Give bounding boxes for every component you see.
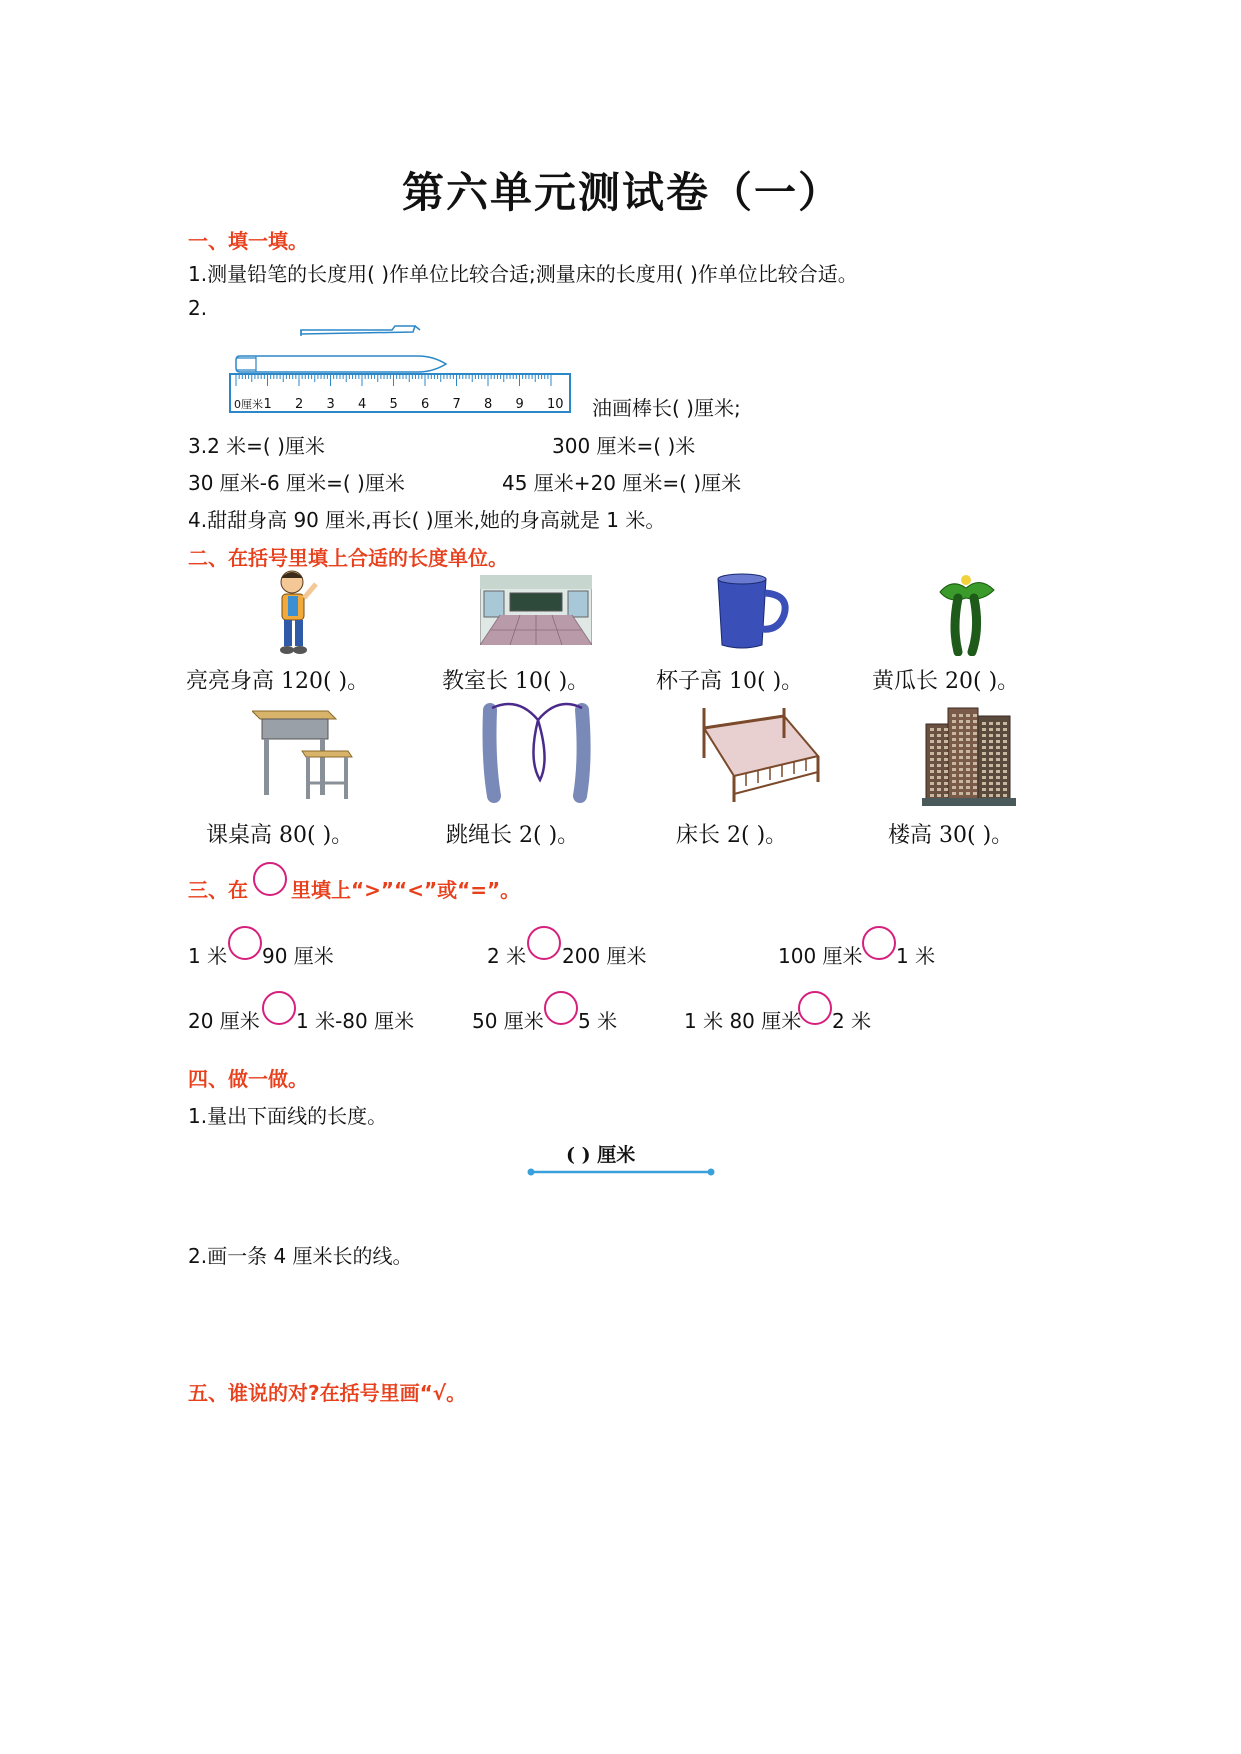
ruler-tick-label: 10 [547,397,564,412]
compare-5-circle[interactable] [544,991,578,1025]
question-1-3c: 30 厘米-6 厘米=( )厘米 [188,471,405,495]
section-2-heading: 二、在括号里填上合适的长度单位。 [188,546,508,570]
section-3-heading-prefix: 三、在 [188,878,248,902]
compare-3-right: 1 米 [896,944,936,968]
compare-2-right: 200 厘米 [562,944,647,968]
question-1-2-text: 油画棒长( )厘米; [592,396,741,420]
item-bed-length: 床长 2( )。 [676,823,788,848]
compare-5-left: 50 厘米 [472,1009,544,1033]
question-4-2: 2.画一条 4 厘米长的线。 [188,1244,413,1268]
ruler-tick-label: 8 [484,397,493,412]
answer-circle-icon [253,862,287,896]
compare-1-right: 90 厘米 [262,944,334,968]
item-cup-height: 杯子高 10( )。 [656,669,804,694]
ruler-tick-label: 6 [421,397,430,412]
jump-rope-picture [478,700,598,808]
measure-line [526,1166,716,1178]
item-jump-rope-length: 跳绳长 2( )。 [446,823,580,848]
compare-5-right: 5 米 [578,1009,618,1033]
section-3-heading-suffix: 里填上“>”“<”或“=”。 [291,878,521,902]
compare-4-left: 20 厘米 [188,1009,260,1033]
section-5-heading: 五、谁说的对?在括号里画“√。 [188,1381,467,1405]
boy-picture [268,568,324,656]
compare-1-left: 1 米 [188,944,228,968]
compare-4-right: 1 米-80 厘米 [296,1009,415,1033]
classroom-picture [480,575,592,645]
desk-picture [252,703,356,801]
compare-3-circle[interactable] [862,926,896,960]
bed-picture [694,708,822,804]
ruler-unit-label: 0厘米 [234,398,263,411]
question-1-2-label: 2. [188,296,208,320]
compare-6-circle[interactable] [798,991,832,1025]
compare-2-circle[interactable] [527,926,561,960]
cucumber-picture [932,568,1002,656]
item-classroom-length: 教室长 10( )。 [442,669,590,694]
building-picture [922,704,1016,806]
item-boy-height: 亮亮身高 120( )。 [186,669,370,694]
section-4-heading: 四、做一做。 [188,1067,308,1091]
item-building-height: 楼高 30( )。 [888,823,1014,848]
question-4-1: 1.量出下面线的长度。 [188,1104,388,1128]
compare-4-circle[interactable] [262,991,296,1025]
question-1-4: 4.甜甜身高 90 厘米,再长( )厘米,她的身高就是 1 米。 [188,508,666,532]
ruler-tick-label: 1 [263,397,272,412]
ruler-tick-label: 5 [389,397,398,412]
compare-2-left: 2 米 [487,944,527,968]
compare-1-circle[interactable] [228,926,262,960]
ruler-tick-label: 2 [295,397,304,412]
cup-picture [708,573,794,651]
item-cucumber-length: 黄瓜长 20( )。 [872,669,1020,694]
question-1-3d: 45 厘米+20 厘米=( )厘米 [502,471,742,495]
measure-line-label: ( ) 厘米 [566,1144,636,1166]
section-1-heading: 一、填一填。 [188,229,308,253]
ruler-tick-label: 4 [358,397,367,412]
compare-6-right: 2 米 [832,1009,872,1033]
ruler-with-crayon-figure [228,322,573,414]
compare-3-left: 100 厘米 [778,944,863,968]
crayon-icon [236,326,446,372]
ruler-tick-label: 7 [452,397,461,412]
ruler-tick-label: 9 [515,397,524,412]
ruler-tick-label: 3 [326,397,335,412]
compare-6-left: 1 米 80 厘米 [684,1009,802,1033]
page-title: 第六单元测试卷（一） [402,168,843,217]
question-1-3b: 300 厘米=( )米 [552,434,696,458]
item-desk-height: 课桌高 80( )。 [206,823,354,848]
question-1-3a: 3.2 米=( )厘米 [188,434,325,458]
question-1-1: 1.测量铅笔的长度用( )作单位比较合适;测量床的长度用( )作单位比较合适。 [188,262,858,286]
